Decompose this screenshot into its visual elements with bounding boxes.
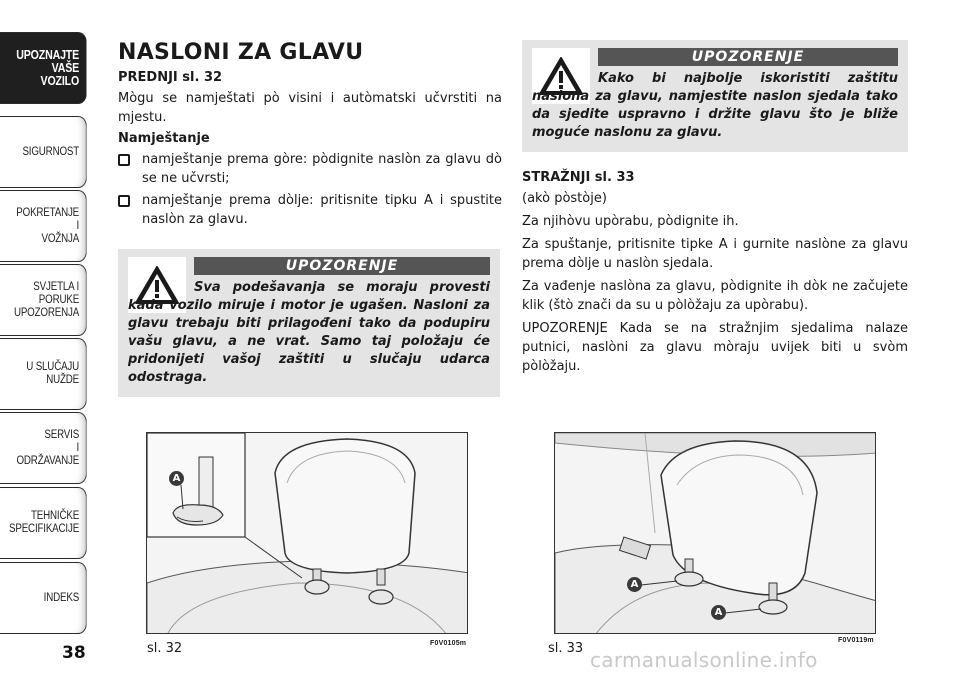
tab-sigurnost[interactable]: SIGURNOST [0,116,87,188]
tab-servis-i-odrzavanje[interactable]: SERVIS I ODRŽAVANJE [0,412,87,484]
warning-text: Sva podešavanja se moraju provesti kada vozilo miruje i motor je ugašen. Nasloni za glavu trebaju biti prilagođeni tako da podupiru vašu glavu, a ne vrat. Samo taj položaju će pridonijeti vašoj zaštiti u slučaju udarca odostraga. [128,280,490,385]
warning-box-right [522,40,908,152]
tab-tehnicke-specifikacije[interactable]: TEHNIČKE SPECIFIKACIJE [0,487,87,559]
front-headrest-illustration [147,433,468,634]
front-heading: PREDNJI sl. 32 [118,70,223,85]
warning-text: Kako bi najbolje iskoristiti zaštitu naslona za glavu, namjestite naslon sjedala tako da sjedite uspravno i držite glavu što je bliže moguće naslonu za glavu. [532,71,898,140]
warning-title: UPOZORENJE [598,48,898,66]
page-title: NASLONI ZA GLAVU [118,40,364,65]
figure-label-33: sl. 33 [548,641,584,656]
adjust-heading: Namještanje [118,131,210,146]
tab-indeks[interactable]: INDEKS [0,562,87,634]
list-item: namještanje prema dòlje: pritisnite tipku A i spustite naslòn za glavu. [118,191,502,229]
marker-a: A [627,577,642,592]
marker-a: A [711,605,726,620]
adjust-list [118,150,502,229]
watermark: carmanualsonline.info [590,648,818,672]
rear-headrest-illustration [555,433,876,634]
tab-upoznajte-vase-vozilo[interactable]: UPOZNAJTE VAŠE VOZILO [0,32,87,104]
right-column [522,40,908,380]
list-item: namještanje prema gòre: pòdignite naslòn za glavu dò se ne učvrsti; [118,150,502,188]
rear-heading: STRAŽNJI sl. 33 [522,170,635,185]
warning-title: UPOZORENJE [194,257,490,275]
rear-paragraph: Za njihòvu upòrabu, pòdignite ih. [522,214,739,229]
rear-paragraph: Za vađenje naslòna za glavu, pòdignite ih dòk ne začujete klik (štò znači da su u pòlòžaju za upòrabu). [522,279,908,313]
figure-rear-headrest [554,432,876,634]
rear-paragraph: UPOZORENJE Kada se na stražnjim sjedalima nalaze putnici, naslòni za glavu mòraju uvijek biti u svòm pòlòžaju. [522,321,908,374]
left-column [118,40,502,397]
tab-svjetla-i-poruke[interactable]: SVJETLA I PORUKE UPOZORENJA [0,264,87,336]
figure-code-33: F0V0119m [838,637,874,644]
figure-label-32: sl. 32 [147,641,183,656]
checkbox-bullet-icon [118,195,130,207]
tab-pokretanje-i-voznja[interactable]: POKRETANJE I VOŽNJA [0,190,87,262]
marker-a: A [169,471,184,486]
tab-u-slucaju-nuzde[interactable]: U SLUČAJU NUŽDE [0,338,87,410]
figure-code-32: F0V0105m [430,640,467,647]
page-number: 38 [62,643,86,663]
checkbox-bullet-icon [118,154,130,166]
rear-paragraph: (akò pòstòje) [522,191,607,206]
front-text: Mògu se namještati pò visini i autòmatski učvrstiti na mjestu. [118,91,502,125]
figure-front-headrest [146,432,468,634]
rear-paragraph: Za spuštanje, pritisnite tipke A i gurnite naslòne za glavu prema dòlje u naslòn sjedala. [522,237,908,271]
warning-box-left [118,249,500,397]
